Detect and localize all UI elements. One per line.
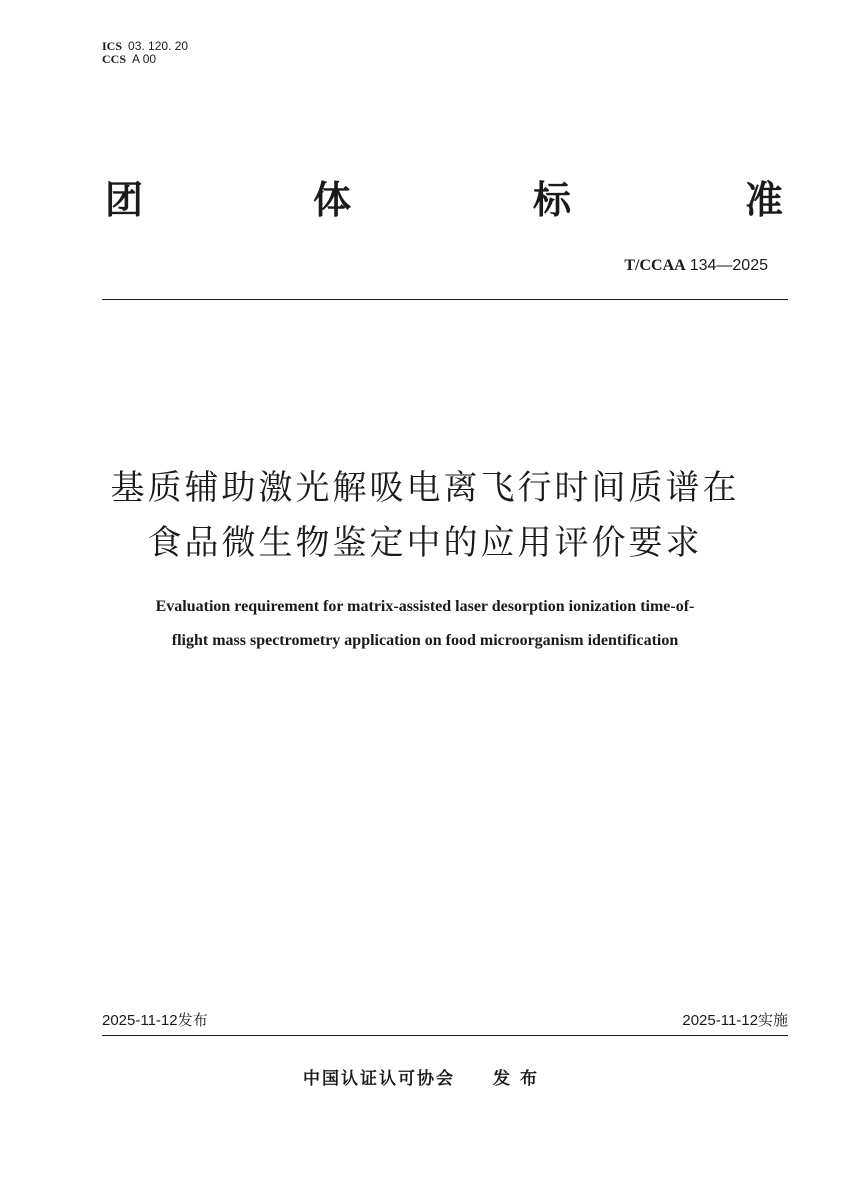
standard-type-char-3: 标: [533, 178, 572, 222]
standard-type-char-4: 准: [745, 178, 784, 222]
standard-number: [624, 256, 768, 275]
publish-date-value: 2025-11-12: [102, 1012, 178, 1029]
standard-type-char-1: 团: [105, 178, 144, 222]
title-en-line-1: Evaluation requirement for matrix-assisted laser desorption ionization time-of-: [155, 598, 695, 615]
ccs-value: A 00: [132, 52, 157, 66]
title-cn-line-2: 食品微生物鉴定中的应用评价要求: [147, 523, 703, 563]
implement-date: [682, 1011, 788, 1030]
standard-type-char-2: 体: [313, 178, 352, 222]
publisher-line: [0, 1069, 850, 1089]
publisher-action: 发布: [493, 1069, 547, 1089]
publish-date: [102, 1011, 208, 1030]
publisher-organization: 中国认证认可协会: [303, 1069, 455, 1089]
classification-codes: [102, 40, 188, 66]
ccs-label: CCS: [102, 52, 127, 66]
publish-date-label: 发布: [177, 1011, 208, 1029]
implement-date-label: 实施: [757, 1011, 788, 1029]
standard-number-prefix: T/CCAA: [624, 257, 686, 274]
standard-number-value: 134—2025: [689, 257, 768, 274]
ics-label: ICS: [102, 39, 123, 53]
title-cn-line-1: 基质辅助激光解吸电离飞行时间质谱在: [110, 468, 740, 508]
ccs-code: [102, 53, 188, 66]
header-divider: [102, 299, 788, 300]
title-en-line-2: flight mass spectrometry application on food microorganism identification: [171, 632, 679, 649]
implement-date-value: 2025-11-12: [682, 1012, 758, 1029]
footer-divider: [102, 1035, 788, 1036]
ics-value: 03. 120. 20: [128, 39, 189, 53]
